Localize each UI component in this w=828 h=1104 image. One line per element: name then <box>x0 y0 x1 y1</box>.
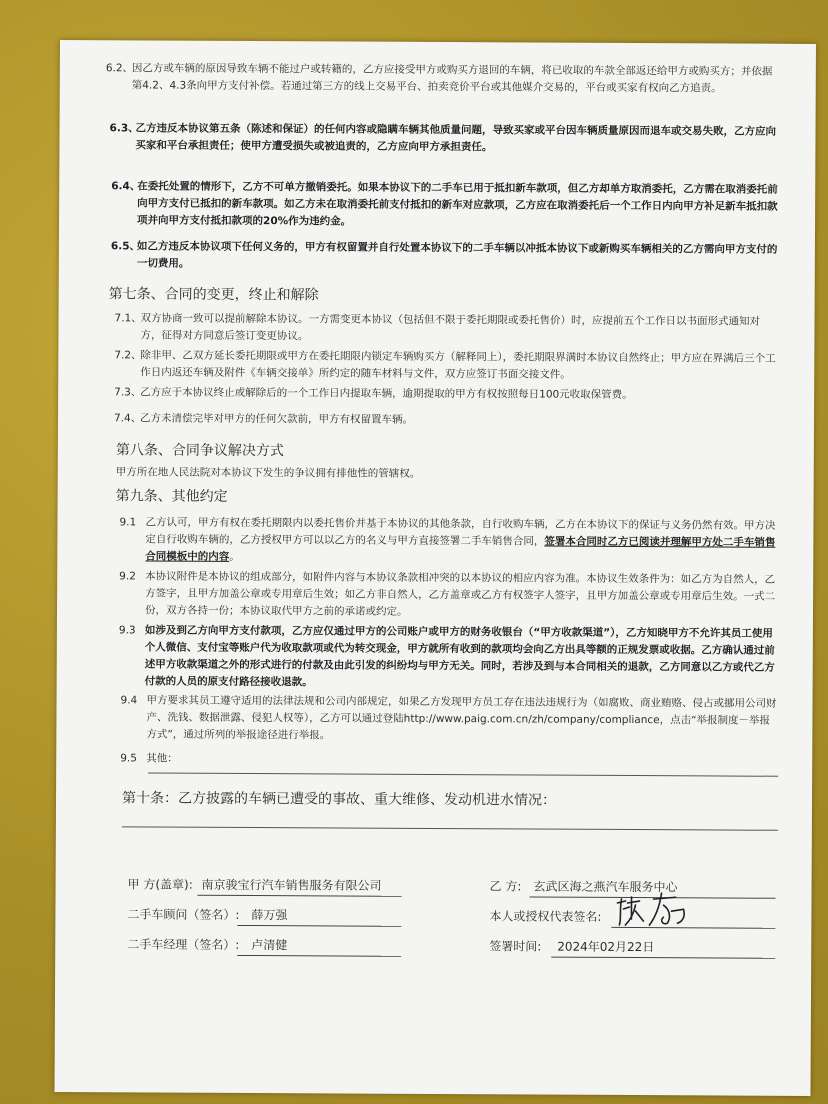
disclosure-line <box>122 826 778 830</box>
clause-number: 6.4、 <box>111 180 141 193</box>
section-9-title: 第九条、其他约定 <box>115 488 228 505</box>
date-label: 签署时间: <box>489 939 542 954</box>
clause-9-3 <box>119 622 781 693</box>
clause-number: 7.1、 <box>114 312 142 325</box>
section-7-title: 第七条、合同的变更，终止和解除 <box>108 286 319 304</box>
clause-number: 6.3、 <box>109 122 139 135</box>
clause-text-part: 乙方认可，甲方有权在委托期限内以委托售价并基于本协议的其他条款，自行收购车辆，乙方在本协议下的保证与义务仍然有效。甲方决定自行收购车辆的，乙方授权甲方可以以乙方的名义与甲方直接签署二手车销售合同， <box>145 516 776 548</box>
date-value: 2024年02月22日 <box>557 939 655 955</box>
clause-text: 乙方未清偿完毕对甲方的任何欠款前，甲方有权留置车辆。 <box>139 412 414 426</box>
clause-highlight: 签署本合同时乙方已阅读并理解甲方处二手车销售合同模板中的内容 <box>145 535 776 563</box>
clause-text: 其他： <box>146 752 178 765</box>
clause-number: 9.4 <box>120 694 138 707</box>
clause-7-4 <box>114 410 780 430</box>
manager-value: 卢清健 <box>251 938 288 953</box>
clause-text: 因乙方或车辆的原因导致车辆不能过户或转籍的，乙方应接受甲方或购买方退回的车辆，将已收取的车款全部返还给甲方或购买方；并依据第4.2、4.3条向甲方支付补偿。若通过第三方的线上交易平台、拍卖竞价平台或其他媒介交易的，平台或买家有权向乙方追责。 <box>131 62 773 95</box>
clause-text: 在委托处置的情形下，乙方不可单方撤销委托。如果本协议下的二手车已用于抵扣新车款项，但乙方却单方取消委托，乙方需在取消委托前向甲方支付已抵扣的新车款项。如乙方未在取消委托前支付抵扣的新车对应款项，乙方应在取消委托后一个工作日内向甲方补足新车抵扣款项并向甲方支付抵扣款项的20%作为违约金。 <box>137 180 778 228</box>
clause-number: 6.5、 <box>110 240 141 253</box>
advisor-label: 二手车顾问（签名）: <box>127 907 240 922</box>
other-terms-line <box>148 772 778 776</box>
clause-text: 乙方违反本协议第五条（陈述和保证）的任何内容或隐瞒车辆其他质量问题，导致买家或平台因车辆质量原因而退车或交易失败，乙方应向买家和平台承担责任；使甲方遭受损失或被追责的，乙方应向甲方承担责任。 <box>135 122 777 154</box>
clause-text: 如乙方违反本协议项下任何义务的，甲方有权留置并自行处置本协议下的二手车辆以冲抵本协议下或新购买车辆相关的乙方需向甲方支付的一切费用。 <box>136 240 778 270</box>
clause-number: 9.5 <box>120 752 137 765</box>
clause-text: 乙方应于本协议终止或解除后的一个工作日内提取车辆，逾期提取的甲方有权按照每日100元收取保管费。 <box>140 386 633 402</box>
representative-label: 本人或授权代表签名: <box>489 909 602 924</box>
clause-number: 9.1 <box>119 516 137 529</box>
manager-line <box>237 955 401 957</box>
handwritten-signature <box>613 889 693 931</box>
contract-page <box>54 40 815 1096</box>
clause-text: 如涉及到乙方向甲方支付款项，乙方应仅通过甲方的公司账户或甲方的财务收银台（“甲方收款渠道”），乙方知晓甲方不允许其员工使用个人微信、支付宝等账户代为收取款项或代为转交现金，甲方就所有收到的款项均会向乙方出具等额的正规发票或收据。乙方确认通过前述甲方收款渠道之外的形式进行的付款及由此引发的纠纷均与甲方无关。同时，若涉及到与本合同相关的退款，乙方同意以乙方或代乙方付款的人员的原支付路径接收退款。 <box>144 624 775 689</box>
clause-6-5 <box>111 238 781 276</box>
clause-6-2 <box>106 60 782 98</box>
clause-number: 6.2、 <box>105 62 134 75</box>
section-8-text: 甲方所在地人民法院对本协议下发生的争议拥有排他性的管辖权。 <box>115 466 421 480</box>
manager-label: 二手车经理（签名）: <box>127 937 240 952</box>
clause-7-1 <box>114 310 780 347</box>
clause-number: 7.4、 <box>113 412 142 425</box>
party-a-line <box>198 895 402 897</box>
clause-9-2 <box>119 568 781 622</box>
party-b-value: 玄武区海之燕汽车服务中心 <box>533 879 678 895</box>
section-8-title: 第八条、合同争议解决方式 <box>115 442 284 460</box>
advisor-line <box>237 925 401 927</box>
clause-9-4 <box>120 692 780 746</box>
clause-text <box>145 514 781 568</box>
clause-number: 9.2 <box>119 570 136 583</box>
party-a-value: 南京骏宝行汽车销售服务有限公司 <box>201 877 382 893</box>
section-10-title: 第十条：乙方披露的车辆已遭受的事故、重大维修、发动机进水情况： <box>121 790 557 809</box>
clause-6-4 <box>111 178 781 233</box>
clause-number: 7.2、 <box>114 349 142 362</box>
party-b-label: 乙 方: <box>489 879 522 894</box>
clause-6-3 <box>109 120 781 158</box>
date-line <box>551 957 775 959</box>
clause-text: 本协议附件是本协议的组成部分，如附件内容与本协议条款相冲突的以本协议的相应内容为准。本协议生效条件为：如乙方为自然人，乙方签字，且甲方加盖公章或专用章后生效；如乙方非自然人，乙方盖章或乙方有权签字人签字，且甲方加盖公章或专用章后生效。一式二份，双方各持一份；本协议取代甲方之前的承诺或约定。 <box>144 570 776 618</box>
clause-9-1 <box>119 514 781 568</box>
clause-number: 9.3 <box>118 624 136 637</box>
clause-number: 7.3、 <box>114 386 142 399</box>
clause-text-end: 。 <box>229 550 240 563</box>
clause-7-3 <box>114 384 780 404</box>
clause-text: 甲方要求其员工遵守适用的法律法规和公司内部规定，如果乙方发现甲方员工存在违法违规行为（如腐败、商业贿赂、侵占或挪用公司财产、洗钱、数据泄露、侵犯人权等），乙方可以通过登陆http://www.paig.com.cn/zh/company/compliance，点击“举报制度－举报方式”，通过所列的举报途径进行举报。 <box>146 694 777 742</box>
clause-9-5 <box>120 750 320 768</box>
clause-7-2 <box>114 347 780 384</box>
clause-text: 双方协商一致可以提前解除本协议。一方需变更本协议（包括但不限于委托期限或委托售价）时，应提前五个工作日以书面形式通知对方，征得对方同意后签订变更协议。 <box>140 312 761 343</box>
advisor-value: 薛万强 <box>251 908 288 923</box>
party-a-label: 甲 方(盖章): <box>127 877 193 892</box>
clause-text: 除非甲、乙双方延长委托期限或甲方在委托期限内锁定车辆购买方（解释同上），委托期限界满时本协议自然终止；甲方应在界满后三个工作日内返还车辆及附件《车辆交接单》所约定的随车材料与文件，双方应签订书面交接文件。 <box>140 349 776 381</box>
